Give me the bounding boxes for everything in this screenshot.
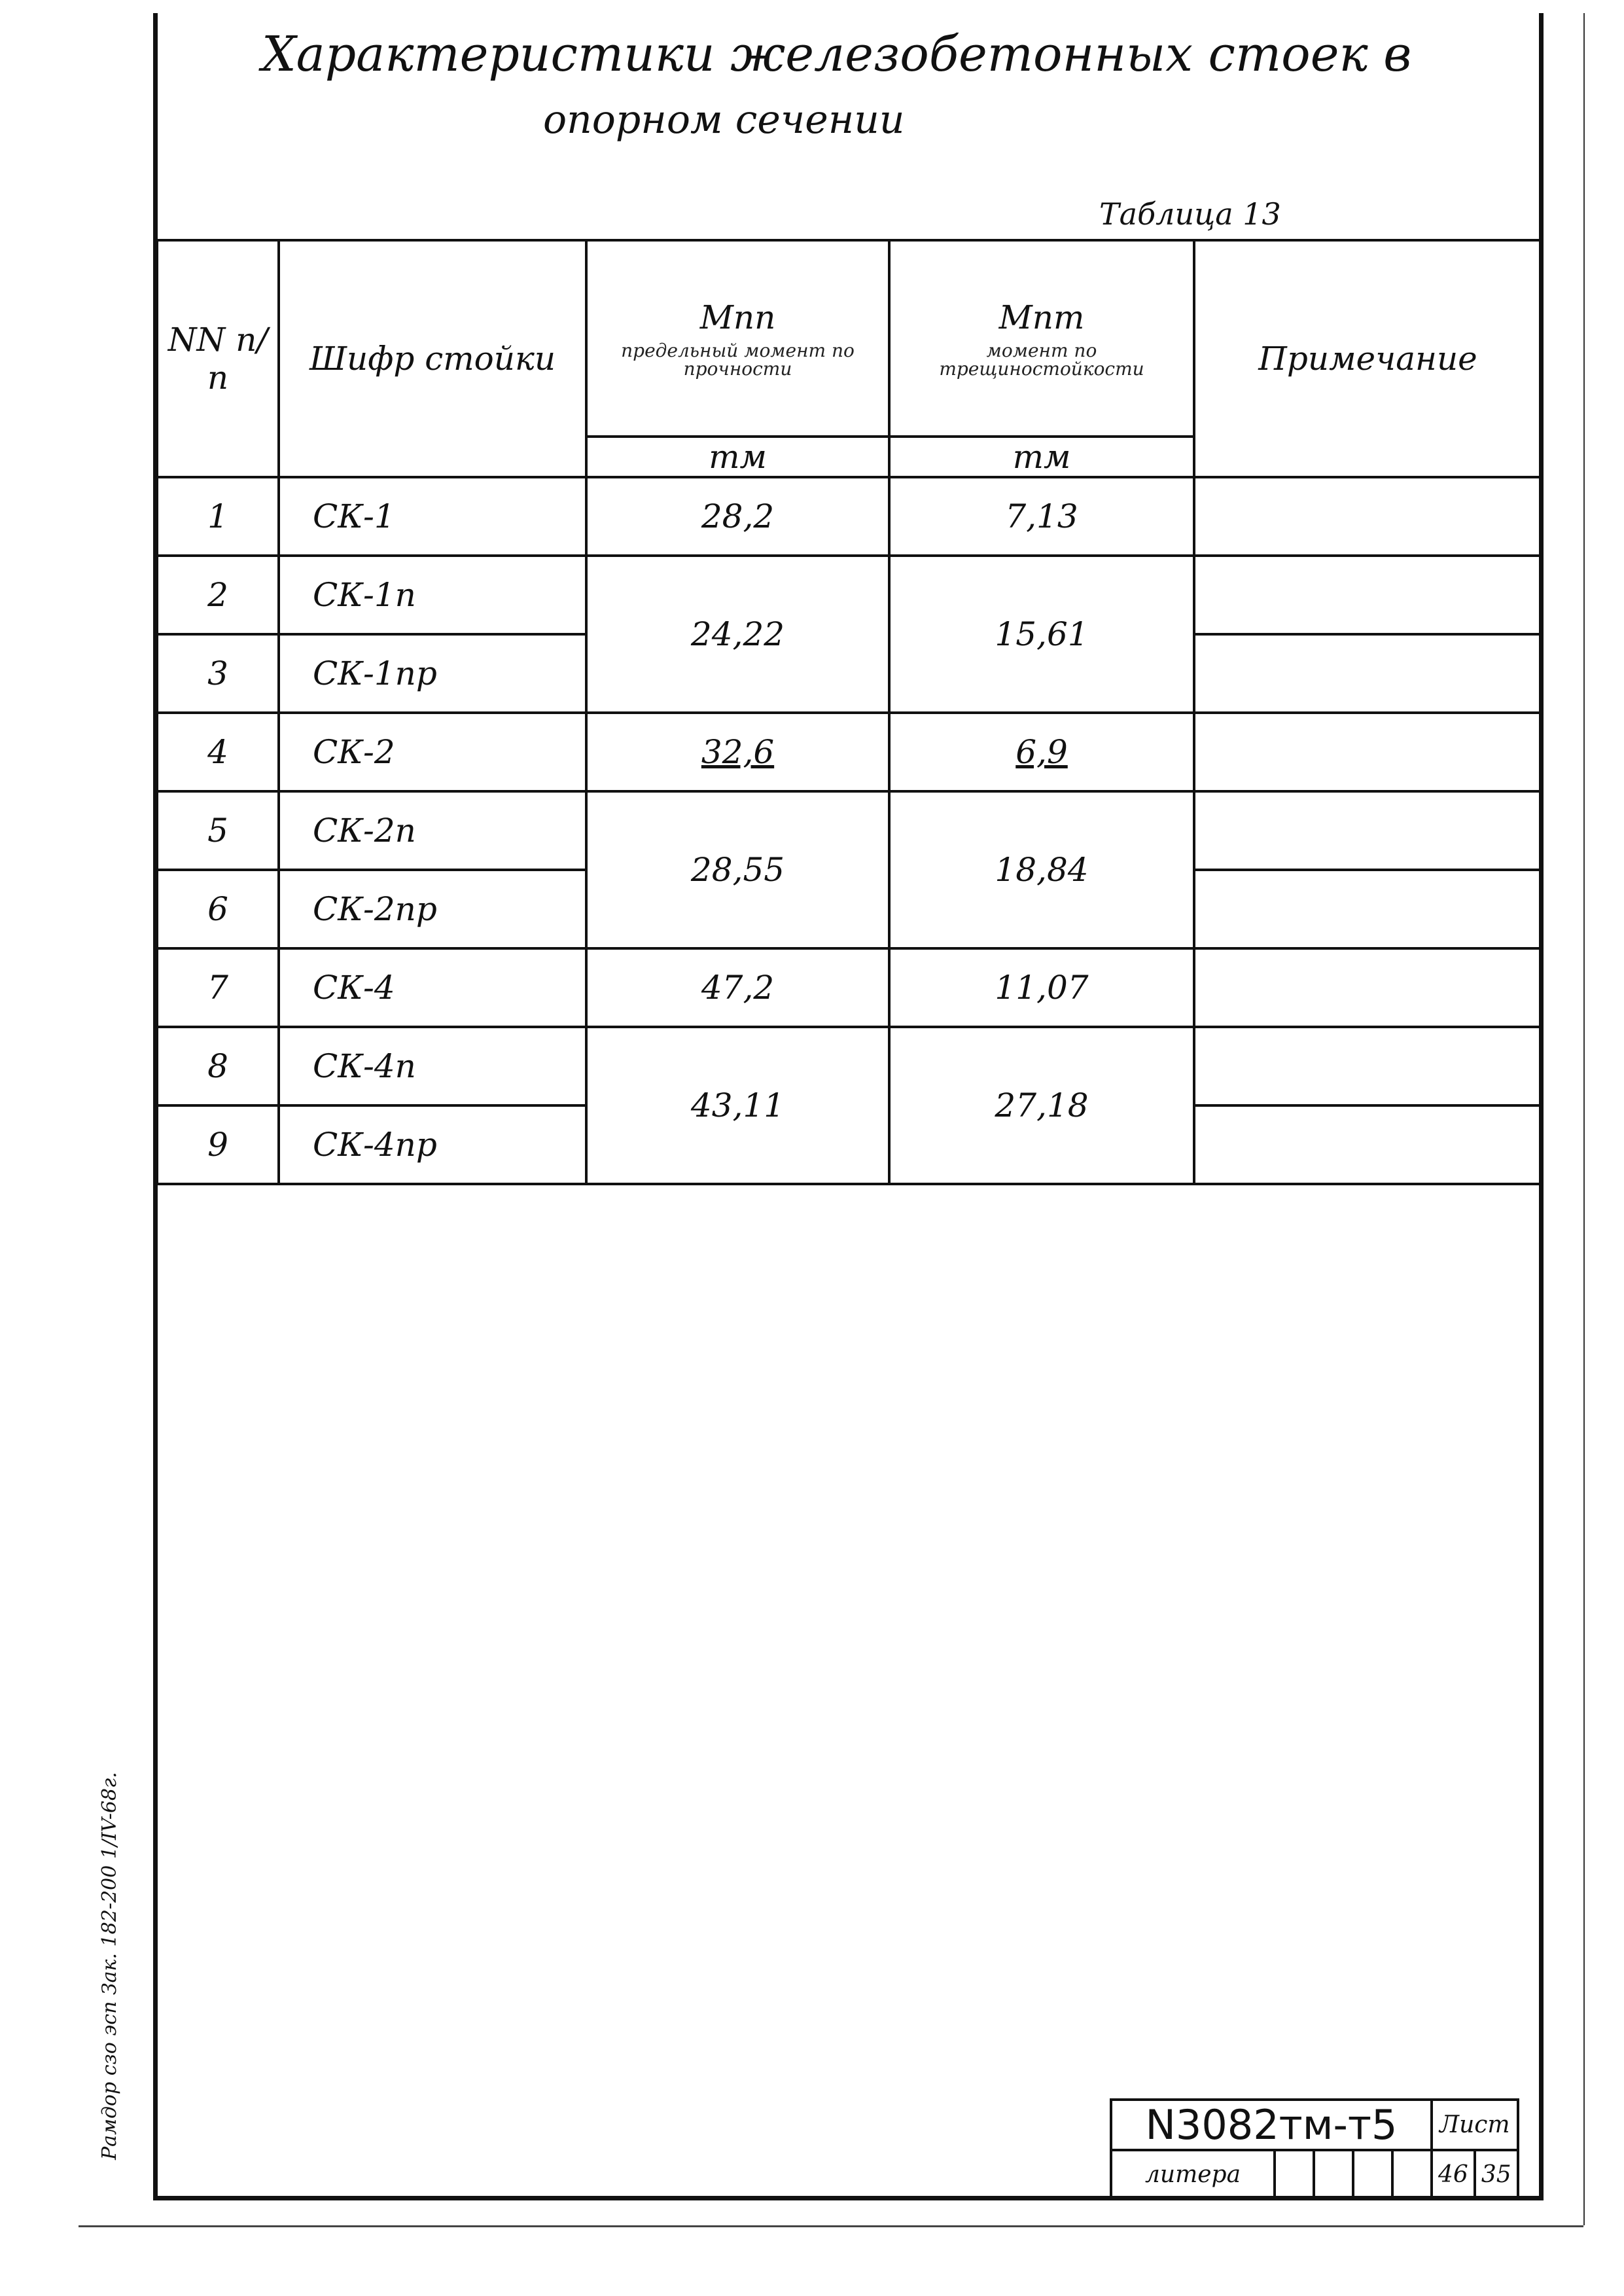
row-note	[1194, 634, 1542, 713]
characteristics-table	[156, 239, 1543, 1185]
header-mpp-label: Мпп	[699, 298, 776, 336]
sheet-label: Лист	[1432, 2100, 1518, 2150]
row-mpt: 15,61	[889, 556, 1194, 713]
litera-cell	[1314, 2150, 1353, 2198]
litera-cell	[1392, 2150, 1432, 2198]
row-num: 2	[157, 556, 279, 634]
header-mpp	[586, 240, 889, 437]
row-num: 4	[157, 713, 279, 791]
side-print-note: Рамдор сзо эсп Зак. 182-200 1/IV-68г.	[98, 1772, 121, 2160]
litera-cell	[1353, 2150, 1392, 2198]
header-mpt	[889, 240, 1194, 437]
row-note	[1194, 1105, 1542, 1184]
row-mpp: 47,2	[586, 948, 889, 1027]
row-num: 5	[157, 791, 279, 870]
table-row	[157, 1027, 1542, 1105]
row-mpt: 7,13	[889, 477, 1194, 556]
row-note	[1194, 948, 1542, 1027]
row-code: СК-4пр	[279, 1105, 586, 1184]
table-row	[157, 713, 1542, 791]
row-mpp: 43,11	[586, 1027, 889, 1184]
litera-cell	[1275, 2150, 1314, 2198]
row-code: СК-2пр	[279, 870, 586, 948]
frame-outer-line	[1583, 13, 1585, 2225]
row-note	[1194, 556, 1542, 634]
row-mpp: 28,2	[586, 477, 889, 556]
row-num: 9	[157, 1105, 279, 1184]
header-mpt-label: Мпт	[998, 298, 1085, 336]
row-num: 7	[157, 948, 279, 1027]
table-row	[157, 791, 1542, 870]
row-code: СК-2	[279, 713, 586, 791]
row-code: СК-1п	[279, 556, 586, 634]
row-note	[1194, 791, 1542, 870]
row-mpt: 6,9	[889, 713, 1194, 791]
table-row	[157, 477, 1542, 556]
page-title: Характеристики железобетонных стоек в	[262, 26, 1412, 82]
header-mpp-sub: предельный момент по прочности	[621, 340, 855, 380]
row-code: СК-2п	[279, 791, 586, 870]
sheet-number-a: 46	[1432, 2150, 1475, 2198]
title-block-stamp	[1110, 2098, 1519, 2200]
row-code: СК-4	[279, 948, 586, 1027]
row-note	[1194, 713, 1542, 791]
header-code: Шифр стойки	[279, 240, 586, 477]
table-row	[157, 556, 1542, 634]
page-subtitle: опорном сечении	[543, 97, 905, 143]
header-mpt-sub: момент по трещиностойкости	[939, 340, 1144, 380]
row-num: 1	[157, 477, 279, 556]
table-label: Таблица 13	[1099, 196, 1281, 232]
row-mpt: 18,84	[889, 791, 1194, 948]
row-code: СК-1пр	[279, 634, 586, 713]
row-mpt: 11,07	[889, 948, 1194, 1027]
row-note	[1194, 870, 1542, 948]
row-num: 6	[157, 870, 279, 948]
row-mpp: 24,22	[586, 556, 889, 713]
document-code: N3082тм-т5	[1111, 2100, 1432, 2150]
row-code: СК-4п	[279, 1027, 586, 1105]
litera-label: литера	[1111, 2150, 1275, 2198]
row-mpp: 32,6	[586, 713, 889, 791]
header-num: NN п/п	[157, 240, 279, 477]
table-row	[157, 948, 1542, 1027]
cut-line	[79, 2225, 1583, 2227]
unit-mpp: тм	[586, 437, 889, 477]
row-note	[1194, 477, 1542, 556]
header-row	[157, 240, 1542, 437]
row-note	[1194, 1027, 1542, 1105]
row-num: 3	[157, 634, 279, 713]
row-mpt: 27,18	[889, 1027, 1194, 1184]
unit-mpt: тм	[889, 437, 1194, 477]
header-note: Примечание	[1194, 240, 1542, 477]
row-num: 8	[157, 1027, 279, 1105]
sheet-number-b: 35	[1475, 2150, 1518, 2198]
row-code: СК-1	[279, 477, 586, 556]
row-mpp: 28,55	[586, 791, 889, 948]
